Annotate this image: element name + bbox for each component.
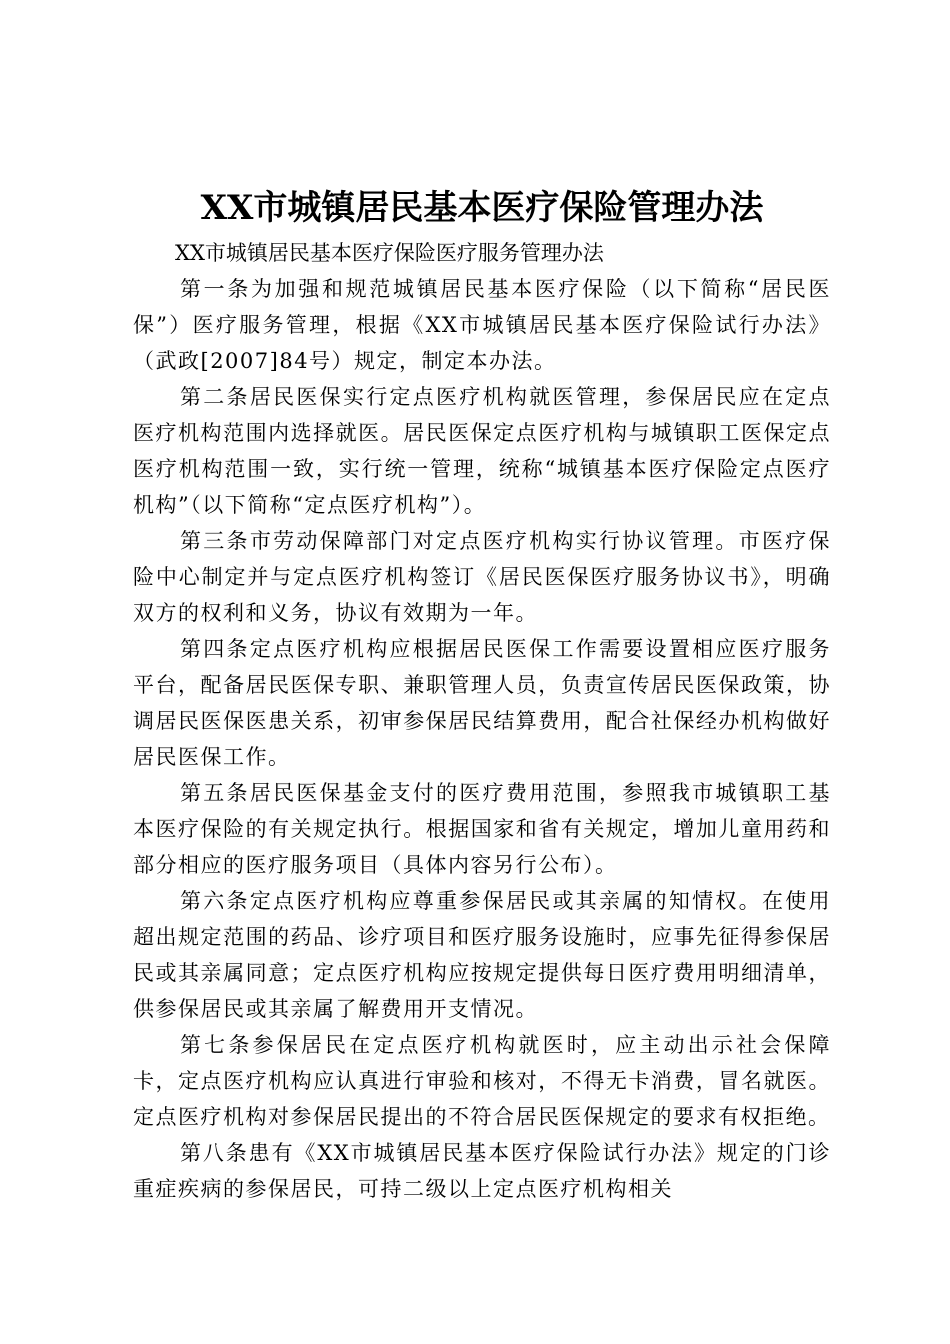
article-3-paragraph: 第三条市劳动保障部门对定点医疗机构实行协议管理。市医疗保险中心制定并与定点医疗机构签订《居民医保医疗服务协议书》，明确双方的权利和义务，协议有效期为一年。 <box>133 529 831 625</box>
article-8-paragraph: 第八条患有《XX市城镇居民基本医疗保险试行办法》规定的门诊重症疾病的参保居民，可持二级以上定点医疗机构相关 <box>133 1141 831 1201</box>
article-6-paragraph: 第六条定点医疗机构应尊重参保居民或其亲属的知情权。在使用超出规定范围的药品、诊疗项目和医疗服务设施时，应事先征得参保居民或其亲属同意；定点医疗机构应按规定提供每日医疗费用明细清单，供参保居民或其亲属了解费用开支情况。 <box>133 889 831 1021</box>
document-subtitle: XX市城镇居民基本医疗保险医疗服务管理办法 <box>175 241 604 265</box>
article-7-paragraph: 第七条参保居民在定点医疗机构就医时，应主动出示社会保障卡，定点医疗机构应认真进行审验和核对，不得无卡消费，冒名就医。定点医疗机构对参保居民提出的不符合居民医保规定的要求有权拒绝。 <box>133 1033 831 1129</box>
document-title: XX市城镇居民基本医疗保险管理办法 <box>200 188 764 228</box>
article-5-paragraph: 第五条居民医保基金支付的医疗费用范围，参照我市城镇职工基本医疗保险的有关规定执行。根据国家和省有关规定，增加儿童用药和部分相应的医疗服务项目（具体内容另行公布）。 <box>133 781 831 877</box>
article-4-paragraph: 第四条定点医疗机构应根据居民医保工作需要设置相应医疗服务平台，配备居民医保专职、兼职管理人员，负责宣传居民医保政策，协调居民医保医患关系，初审参保居民结算费用，配合社保经办机构做好居民医保工作。 <box>133 637 831 769</box>
article-2-paragraph: 第二条居民医保实行定点医疗机构就医管理，参保居民应在定点医疗机构范围内选择就医。居民医保定点医疗机构与城镇职工医保定点医疗机构范围一致，实行统一管理，统称“城镇基本医疗保险定点医疗机构”（以下简称“定点医疗机构”）。 <box>133 385 831 517</box>
article-1-paragraph: 第一条为加强和规范城镇居民基本医疗保险（以下简称“居民医保”）医疗服务管理，根据《XX市城镇居民基本医疗保险试行办法》（武政[2007]84号）规定，制定本办法。 <box>133 277 831 373</box>
document-page <box>133 180 831 1207</box>
